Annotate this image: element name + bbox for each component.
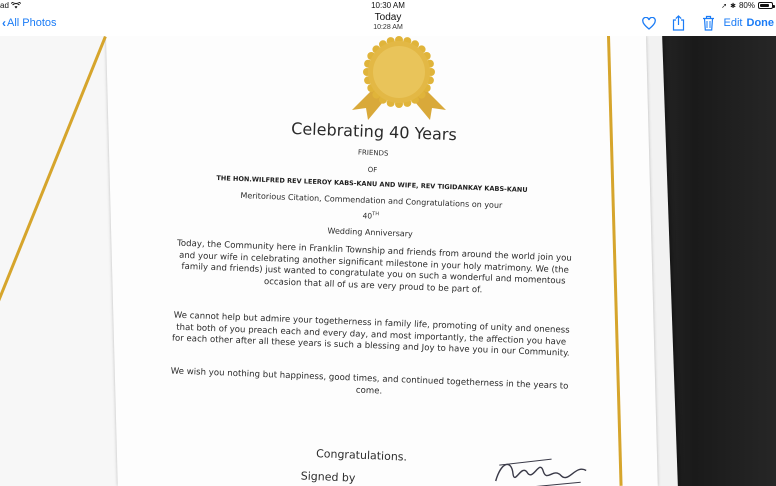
nav-actions: [634, 14, 776, 32]
ordinal-suffix: TH: [372, 211, 380, 218]
chevron-left-icon: ‹: [2, 16, 6, 30]
nav-bar: [0, 12, 776, 36]
status-bar: [0, 0, 776, 12]
photo-background-left: [0, 36, 120, 486]
paragraph-2: We cannot help but admire your togetherness in family life, promoting of unity and oneness that both of you preach each and every day, and most importantly, the affection you have for each other after all these years is such a blessing and Joy to have you in our Community.: [171, 310, 570, 359]
status-time: 10:30 AM: [371, 1, 405, 10]
location-icon: ➚: [721, 2, 728, 10]
done-button[interactable]: Done: [746, 17, 774, 29]
share-icon: [672, 15, 685, 31]
occasion-line: Wedding Anniversary: [327, 226, 413, 239]
trash-icon: [702, 15, 715, 31]
handwritten-signature: [490, 451, 591, 486]
closing-line: Congratulations.: [315, 447, 408, 464]
edit-button[interactable]: Edit: [723, 17, 743, 29]
battery-icon: [758, 2, 773, 9]
carrier-label: ad: [0, 1, 9, 10]
favorite-button[interactable]: [634, 14, 664, 32]
honoree-names: THE HON.WILFRED REV LEEROY KABS-KANU AND WIFE, REV TIGIDANKAY KABS-KANU: [216, 174, 528, 195]
citation-line: Meritorious Citation, Commendation and Congratulations on your: [240, 191, 503, 211]
battery-percent: 80%: [738, 1, 755, 10]
share-button[interactable]: [664, 14, 694, 32]
certificate-title: Celebrating 40 Years: [290, 118, 458, 145]
status-right: [721, 1, 773, 10]
paragraph-3: We wish you nothing but happiness, good times, and continued togetherness in the years to come.: [170, 366, 569, 397]
certificate-of: OF: [367, 165, 378, 175]
delete-button[interactable]: [694, 14, 724, 32]
ordinal-number: 40: [362, 211, 373, 221]
paragraph-1: Today, the Community here in Franklin Township and friends from around the world join you and your wife in celebrating another significant milestone in your holy matrimony. We (the family and friends) just wanted to congratulate you on such a wonderful and momentous occasion that all of us are very proud to be part of.: [176, 238, 572, 295]
certificate-friends: FRIENDS: [357, 148, 389, 158]
photo-view[interactable]: [0, 36, 776, 486]
nav-title-date: Today: [374, 12, 402, 23]
back-button-label: All Photos: [7, 17, 57, 29]
nav-title-time: 10:28 AM: [373, 24, 403, 31]
certificate-text: [111, 36, 628, 486]
bluetooth-icon: ✱: [730, 2, 736, 10]
signed-by-label: Signed by: [300, 469, 356, 485]
heart-icon: [642, 17, 656, 30]
